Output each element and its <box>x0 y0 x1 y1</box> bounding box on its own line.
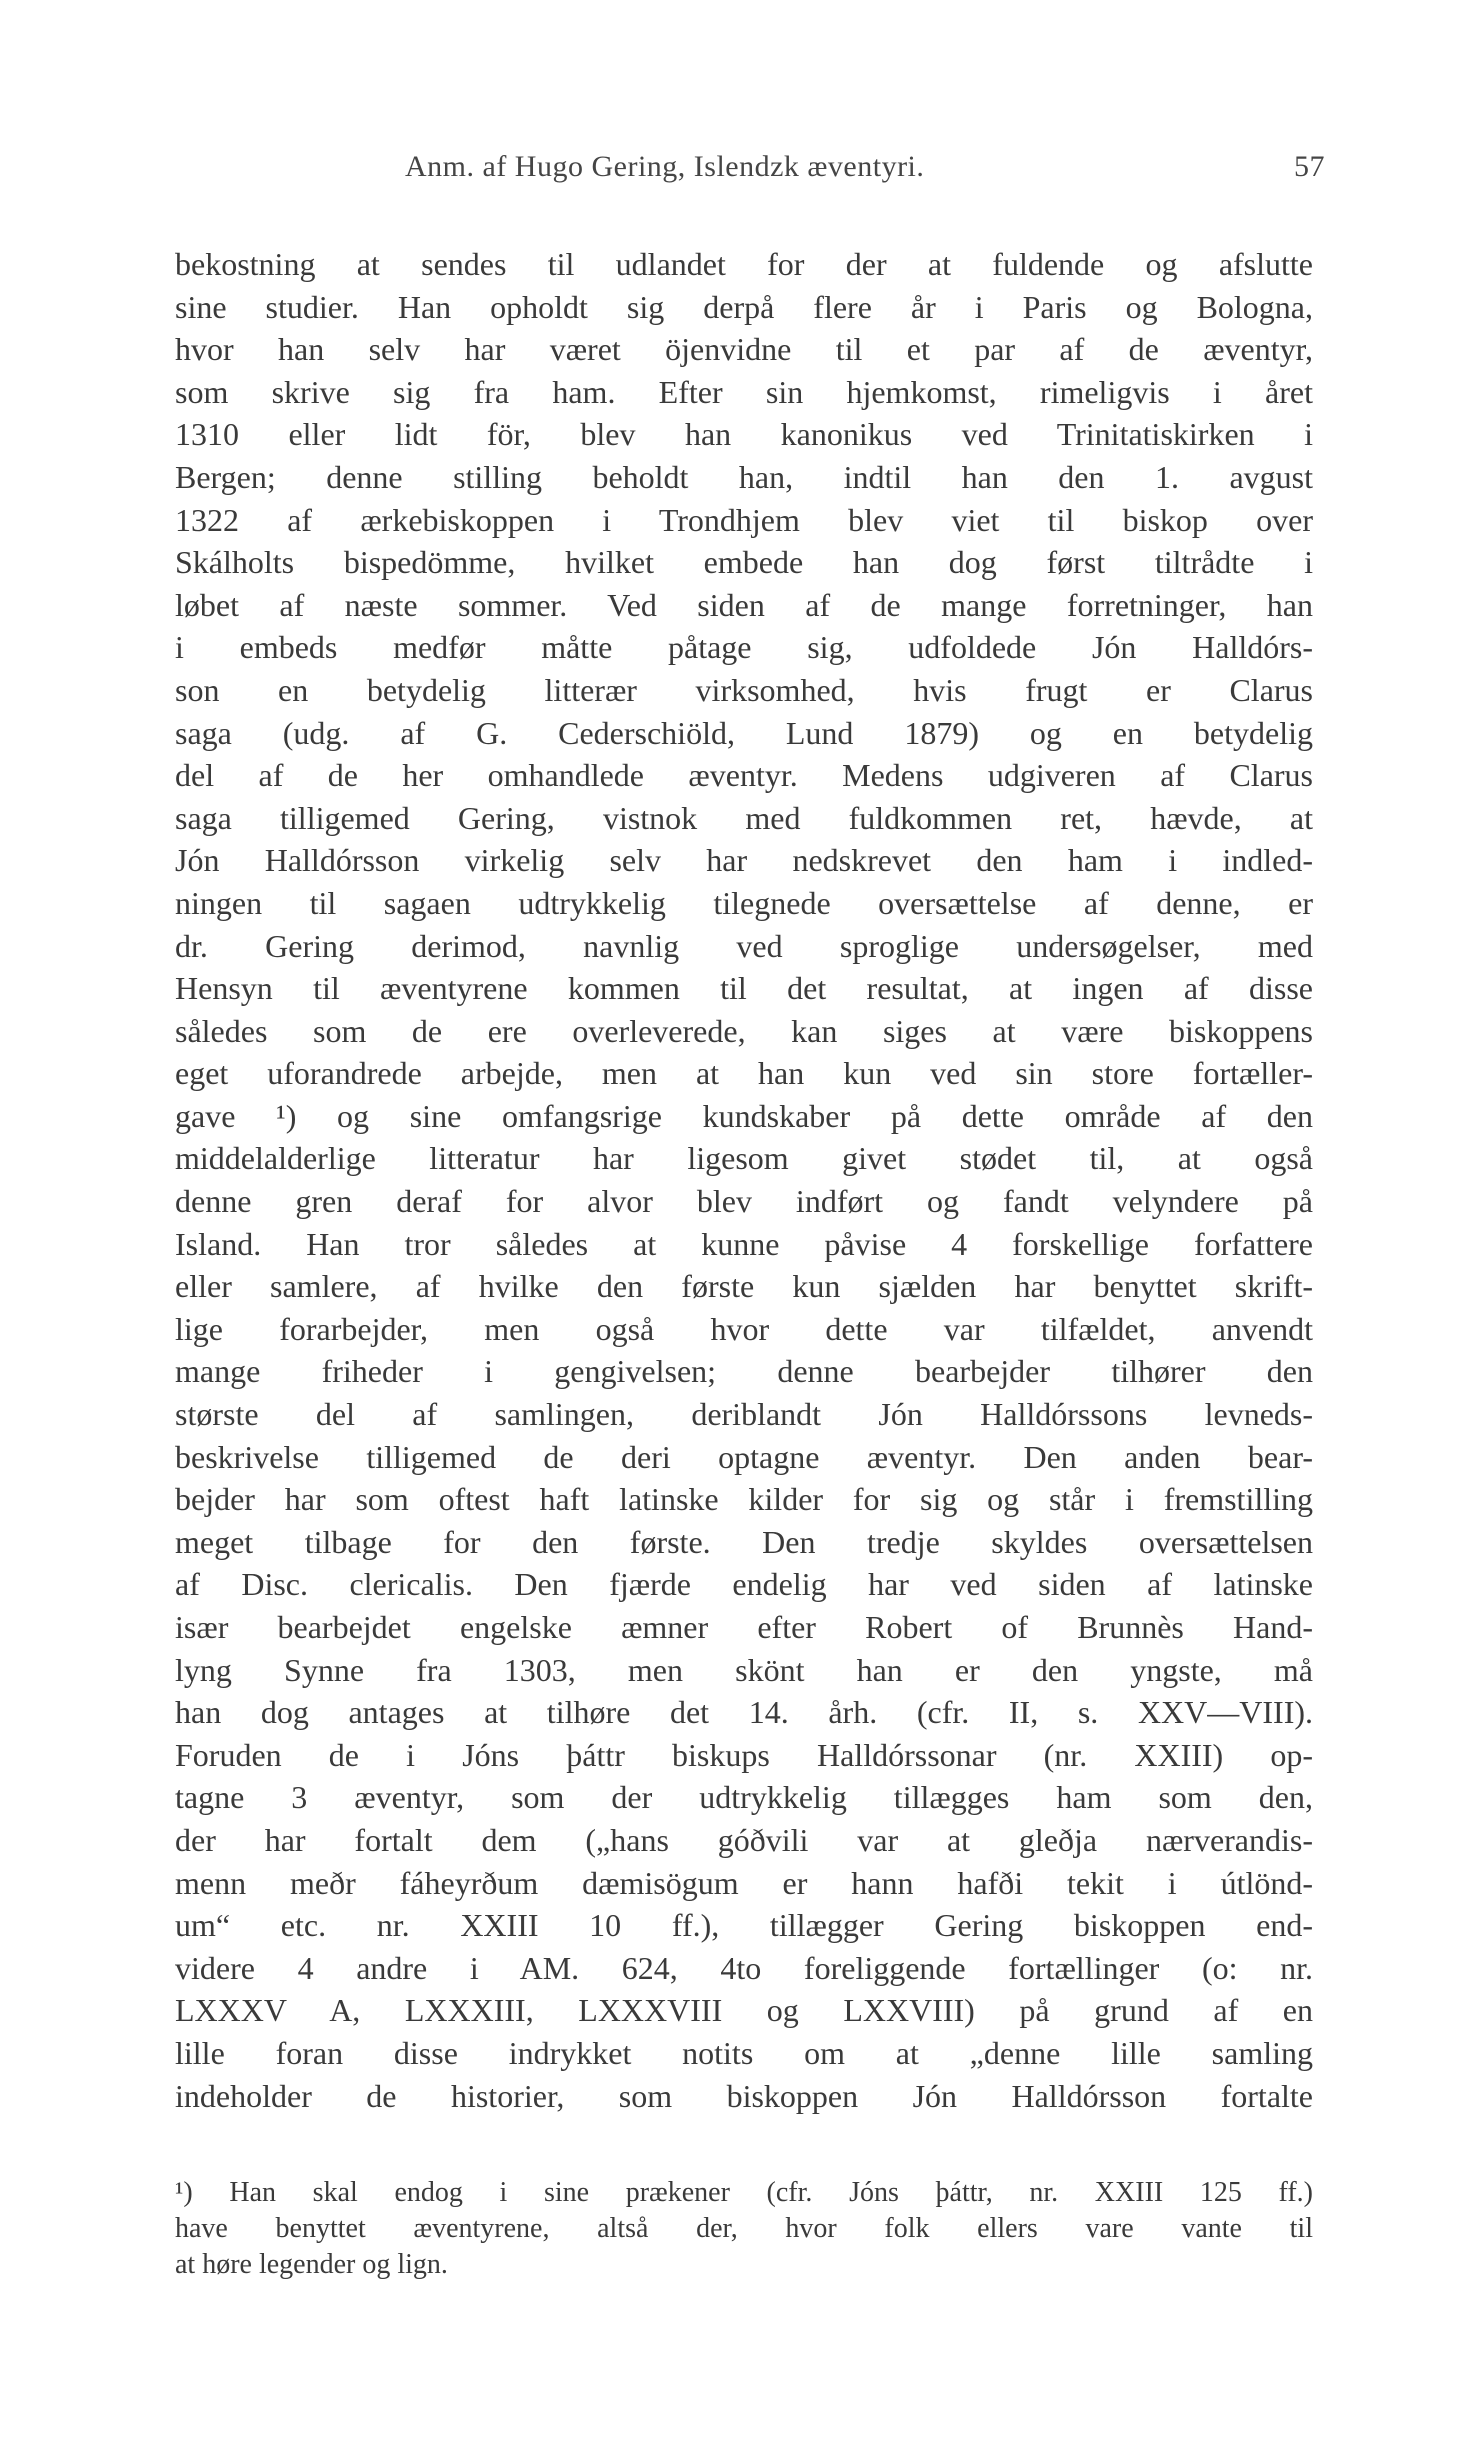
text-line: beskrivelse tilligemed de deri optagne æventyr. Den anden bear- <box>175 1438 1313 1475</box>
text-line: lige forarbejder, men også hvor dette var tilfældet, anvendt <box>175 1310 1313 1347</box>
text-line: af Disc. clericalis. Den fjærde endelig har ved siden af latinske <box>175 1566 1313 1603</box>
text-line: 1322 af ærkebiskoppen i Trondhjem blev viet til biskop over <box>175 501 1313 538</box>
footnote-line: ¹) Han skal endog i sine prækener (cfr. Jóns þáttr, nr. XXIII 125 ff.) <box>175 2177 1313 2208</box>
text-line: der har fortalt dem („hans góðvili var at gleðja nærverandis- <box>175 1821 1313 1858</box>
text-line: bekostning at sendes til udlandet for der at fuldende og afslutte <box>175 246 1313 282</box>
page-header <box>405 150 1325 200</box>
text-line: Jón Halldórsson virkelig selv har nedskrevet den ham i indled- <box>175 842 1313 879</box>
text-line: saga (udg. af G. Cederschiöld, Lund 1879) og en betydelig <box>175 714 1313 751</box>
text-line: 1310 eller lidt för, blev han kanonikus ved Trinitatiskirken i <box>175 416 1313 453</box>
text-line: son en betydelig litterær virksomhed, hvis frugt er Clarus <box>175 671 1313 708</box>
text-line: som skrive sig fra ham. Efter sin hjemkomst, rimeligvis i året <box>175 373 1313 410</box>
text-line: gave ¹) og sine omfangsrige kundskaber på dette område af den <box>175 1097 1313 1134</box>
text-line: største del af samlingen, deriblandt Jón Halldórssons levneds- <box>175 1396 1313 1433</box>
text-line: hvor han selv har været öjenvidne til et par af de æventyr, <box>175 331 1313 368</box>
text-line: især bearbejdet engelske æmner efter Robert of Brunnès Hand- <box>175 1609 1313 1645</box>
text-line: dr. Gering derimod, navnlig ved sproglige undersøgelser, med <box>175 927 1313 964</box>
text-line: bejder har som oftest haft latinske kilder for sig og står i fremstilling <box>175 1481 1313 1518</box>
page-number: 57 <box>1294 150 1325 183</box>
footnote-line: have benyttet æventyrene, altså der, hvor folk ellers vare vante til <box>175 2213 1313 2244</box>
text-line: eget uforandrede arbejde, men at han kun ved sin store fortæller- <box>175 1055 1313 1092</box>
running-title: Anm. af Hugo Gering, Islendzk æventyri. <box>405 150 925 183</box>
text-line: mange friheder i gengivelsen; denne bearbejder tilhører den <box>175 1353 1313 1390</box>
text-line: Skálholts bispedömme, hvilket embede han dog først tiltrådte i <box>175 544 1313 581</box>
text-line: sine studier. Han opholdt sig derpå flere år i Paris og Bologna, <box>175 288 1313 325</box>
text-line: han dog antages at tilhøre det 14. årh. (cfr. II, s. XXV—VIII). <box>175 1694 1313 1731</box>
text-line: videre 4 andre i AM. 624, 4to foreliggende fortællinger (o: nr. <box>175 1949 1313 1986</box>
footnote-line: at høre legender og lign. <box>175 2249 448 2280</box>
text-line: um“ etc. nr. XXIII 10 ff.), tillægger Gering biskoppen end- <box>175 1907 1313 1944</box>
text-line: middelalderlige litteratur har ligesom givet stødet til, at også <box>175 1140 1313 1177</box>
text-line: i embeds medfør måtte påtage sig, udfoldede Jón Halldórs- <box>175 629 1313 666</box>
text-line: Hensyn til æventyrene kommen til det resultat, at ingen af disse <box>175 970 1313 1007</box>
text-line: Bergen; denne stilling beholdt han, indtil han den 1. avgust <box>175 458 1313 495</box>
text-line: saga tilligemed Gering, vistnok med fuldkommen ret, hævde, at <box>175 799 1313 836</box>
footnotes <box>175 2175 1313 2283</box>
text-line: lyng Synne fra 1303, men skönt han er den yngste, må <box>175 1651 1313 1688</box>
text-line: menn meðr fáheyrðum dæmisögum er hann hafði tekit i útlönd- <box>175 1864 1313 1901</box>
text-line: løbet af næste sommer. Ved siden af de mange forretninger, han <box>175 586 1313 623</box>
text-line: LXXXV A, LXXXIII, LXXXVIII og LXXVIII) på grund af en <box>175 1992 1313 2029</box>
text-line: ningen til sagaen udtrykkelig tilegnede oversættelse af denne, er <box>175 884 1313 921</box>
text-line: meget tilbage for den første. Den tredje skyldes oversættelsen <box>175 1523 1313 1560</box>
text-line: således som de ere overleverede, kan siges at være biskoppens <box>175 1012 1313 1049</box>
text-line: lille foran disse indrykket notits om at „denne lille samling <box>175 2034 1313 2071</box>
text-line: eller samlere, af hvilke den første kun sjælden har benyttet skrift- <box>175 1268 1313 1305</box>
text-line: del af de her omhandlede æventyr. Medens udgiveren af Clarus <box>175 757 1313 794</box>
text-line: denne gren deraf for alvor blev indført og fandt velyndere på <box>175 1183 1313 1220</box>
text-line: indeholder de historier, som biskoppen Jón Halldórsson fortalte <box>175 2077 1313 2114</box>
text-line: tagne 3 æventyr, som der udtrykkelig tillægges ham som den, <box>175 1779 1313 1816</box>
text-line: Island. Han tror således at kunne påvise 4 forskellige forfattere <box>175 1225 1313 1262</box>
text-line: Foruden de i Jóns þáttr biskups Halldórssonar (nr. XXIII) op- <box>175 1736 1313 1773</box>
body-text <box>175 243 1313 2117</box>
